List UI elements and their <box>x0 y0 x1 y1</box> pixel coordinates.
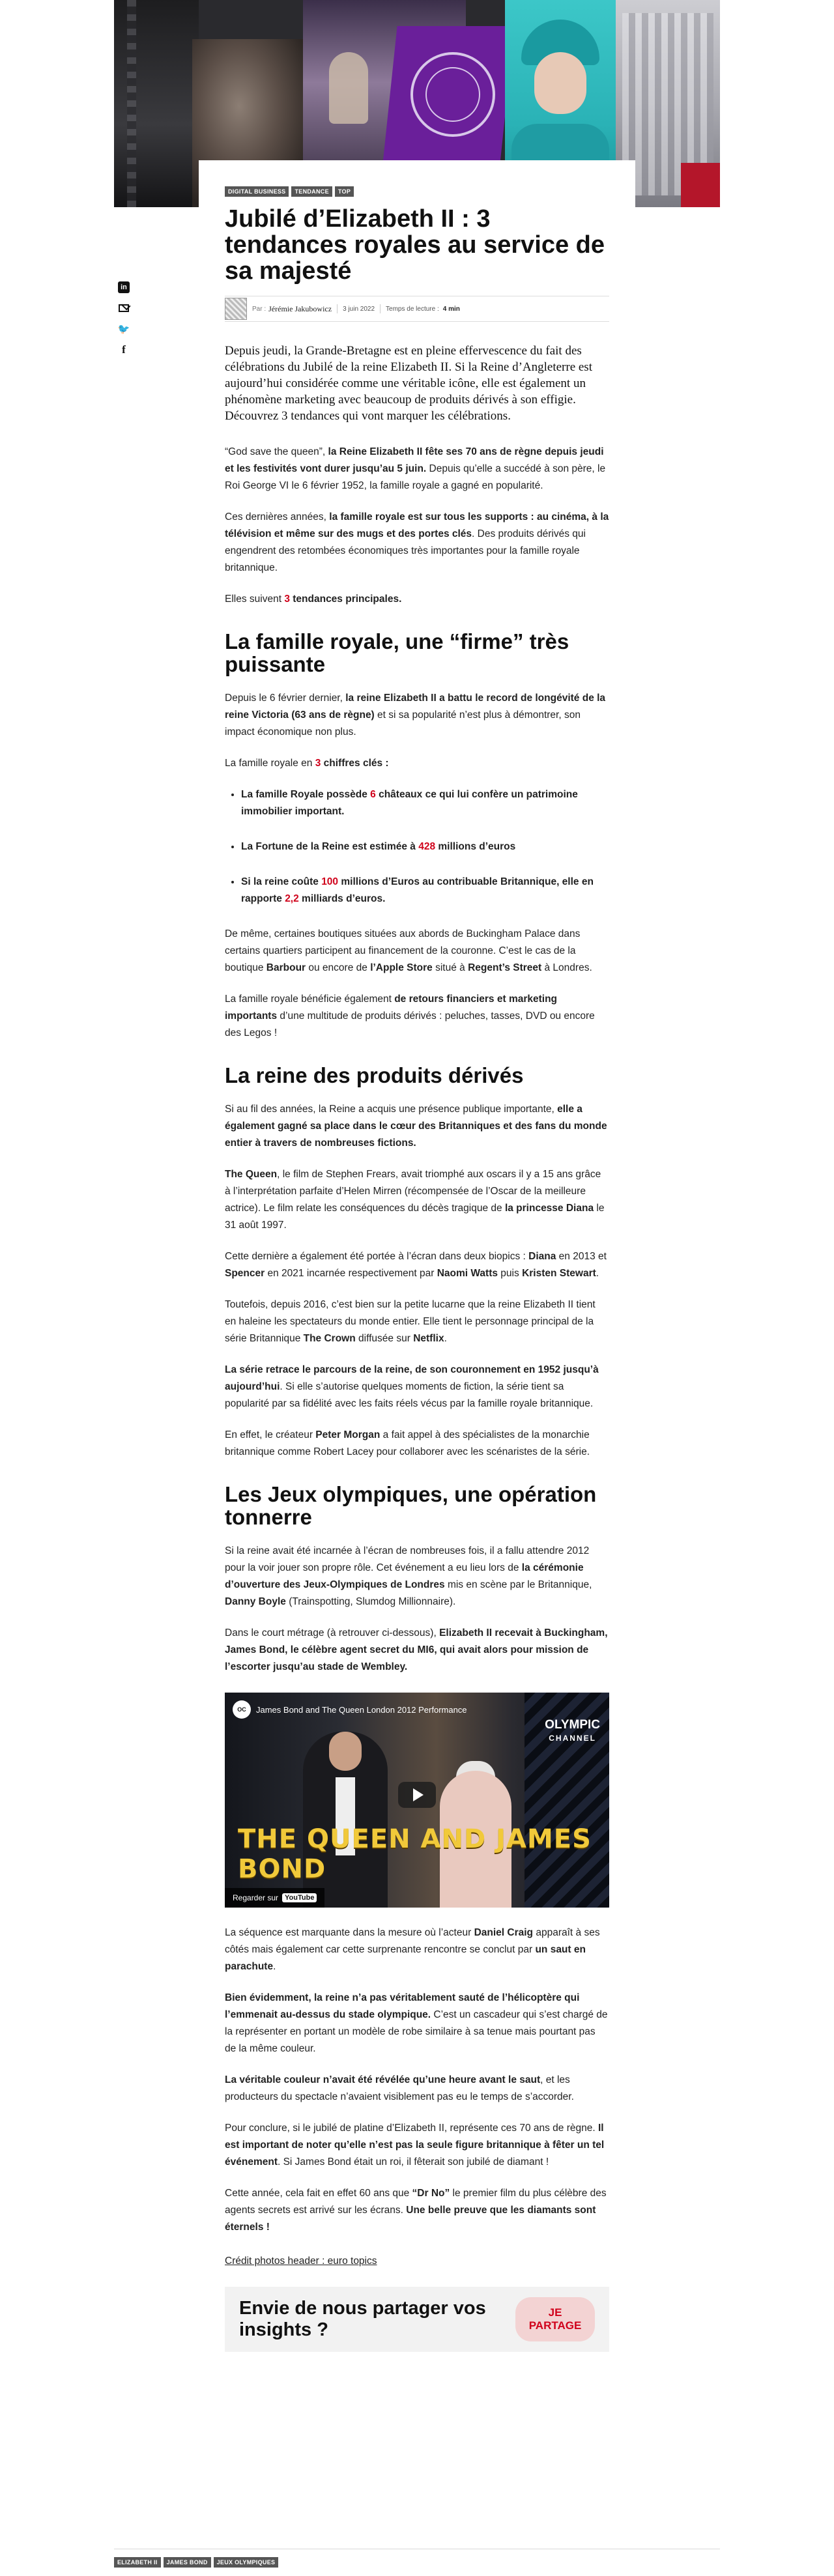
tag-elizabeth-ii[interactable]: ELIZABETH II <box>114 2557 161 2568</box>
paragraph: Si la reine avait été incarnée à l’écran de nombreuses fois, il a fallu attendre 2012 pour la voir jouer son propre rôle. Cet événement a eu lieu lors de la cérémonie d’ouverture des Jeux-Olympiques de Londres mis en scène par le Britannique, Danny Boyle (Trainspotting, Slumdog Millionnaire). <box>225 1545 592 1607</box>
paragraph: The Queen, le film de Stephen Frears, avait triomphé aux oscars il y a 15 ans grâce à l’interprétation parfaite d’Helen Mirren (récompensée de l’Oscar de la meilleure actrice). Le film relate les conséquences du décès tragique de la princesse Diana le 31 août 1997. <box>225 1169 605 1231</box>
video-header <box>233 1700 467 1719</box>
paragraph: Si au fil des années, la Reine a acquis une présence publique importante, elle a également gagné sa place dans le cœur des Britanniques et des fans du monde entier à travers de nombreuses fictions. <box>225 1104 607 1149</box>
paragraph: “God save the queen”, la Reine Elizabeth II fête ses 70 ans de règne depuis jeudi et les festivités vont durer jusqu’au 5 juin. Depuis qu’elle a succédé à son père, le Roi George VI le 6 février 1952, la famille royale a gagné en popularité. <box>225 446 606 491</box>
photo-credit-link[interactable]: Crédit photos header : euro topics <box>225 2255 377 2267</box>
paragraph: Bien évidemment, la reine n’a pas véritablement sauté de l’hélicoptère qui l’emmenait au-dessus du stade olympique. C’est un cascadeur qui s’est chargé de la représenter en portant un modèle de robe similaire à sa tenue mais pourtant pas de la même couleur. <box>225 1992 608 2054</box>
top-tags <box>225 186 609 197</box>
byline: Par : Jérémie Jakubowicz 3 juin 2022 Temps de lecture : 4 min <box>225 296 609 322</box>
reading-time: 4 min <box>442 305 460 313</box>
share-rail <box>117 281 130 356</box>
tag-top[interactable]: TOP <box>335 186 354 197</box>
facebook-icon[interactable]: f <box>122 343 126 356</box>
tag-digital-business[interactable]: DIGITAL BUSINESS <box>225 186 289 197</box>
reading-time-label: Temps de lecture : <box>386 305 439 313</box>
paragraph: Toutefois, depuis 2016, c’est bien sur la petite lucarne que la reine Elizabeth II tient en haleine les spectateurs du monde entier. Elle tient le personnage principal de la série Britannique The Crown diffusée sur Netflix. <box>225 1299 596 1344</box>
olympic-channel-logo: OLYMPIC CHANNEL <box>545 1718 600 1743</box>
tag-tendance[interactable]: TENDANCE <box>291 186 332 197</box>
tag-james-bond[interactable]: JAMES BOND <box>164 2557 211 2568</box>
email-icon <box>119 304 129 312</box>
paragraph: La série retrace le parcours de la reine, de son couronnement en 1952 jusqu’à aujourd’hui. Si elle s’autorise quelques moments de fiction, la série tient sa popularité par sa fidélité avec les faits réels vécus par la famille royale britannique. <box>225 1364 599 1409</box>
twitter-icon[interactable]: 🐦 <box>117 324 130 335</box>
paragraph: La famille royale en 3 chiffres clés : <box>225 758 389 769</box>
list-item: • La famille Royale possède 6 châteaux ce qui lui confère un patrimoine immobilier important. <box>241 786 609 820</box>
paragraph: Cette dernière a également été portée à l’écran dans deux biopics : Diana en 2013 et Spencer en 2021 incarnée respectivement par Naomi Watts puis Kristen Stewart. <box>225 1251 607 1279</box>
channel-logo-icon[interactable]: OC <box>233 1700 251 1719</box>
watch-on-youtube-button[interactable]: Regarder sur YouTube <box>225 1888 324 1908</box>
paragraph: La famille royale bénéficie également de retours financiers et marketing importants d’une multitude de produits dérivés : peluches, tasses, DVD ou encore des Legos ! <box>225 994 595 1038</box>
article-lead: Depuis jeudi, la Grande-Bretagne est en pleine effervescence du fait des célébrations du Jubilé de la reine Elizabeth II. Si la Reine d’Angleterre est aujourd’hui considérée comme une véritable icône, elle est également un phénomène marketing avec beaucoup de produits dérivés à son effigie. Découvrez 3 tendances qui vont marquer les célébrations. <box>225 344 592 423</box>
tag-jeux-olympiques[interactable]: JEUX OLYMPIQUES <box>214 2557 279 2568</box>
video-embed[interactable] <box>225 1693 609 1908</box>
article-card <box>199 160 635 2506</box>
publish-date: 3 juin 2022 <box>343 305 375 313</box>
paragraph: Depuis le 6 février dernier, la reine Elizabeth II a battu le record de longévité de la reine Victoria (63 ans de règne) et si sa popularité n’est plus à démontrer, son impact économique non plus. <box>225 693 606 737</box>
list-item: • La Fortune de la Reine est estimée à 428 millions d’euros <box>241 838 609 855</box>
paragraph: De même, certaines boutiques situées aux abords de Buckingham Palace dans certains quartiers participent au financement de la couronne. C’est le cas de la boutique Barbour ou encore de l’Apple Store situé à Regent’s Street à Londres. <box>225 928 592 973</box>
section-heading-produits: La reine des produits dérivés <box>225 1063 524 1087</box>
paragraph: Ces dernières années, la famille royale est sur tous les supports : au cinéma, à la télévision et même sur des mugs et des portes clés. Des produits dérivés qui engendrent des retombées économiques très importantes pour la famille royale britannique. <box>225 511 609 573</box>
video-title[interactable]: James Bond and The Queen London 2012 Performance <box>256 1704 467 1715</box>
article-title: Jubilé d’Elizabeth II : 3 tendances royales au service de sa majesté <box>225 205 605 285</box>
article-content <box>225 186 609 2352</box>
author-name[interactable]: Jérémie Jakubowicz <box>268 304 332 313</box>
email-share-button[interactable] <box>118 302 130 314</box>
paragraph: Elles suivent 3 tendances principales. <box>225 594 402 605</box>
youtube-icon: YouTube <box>282 1893 317 1902</box>
paragraph: Pour conclure, si le jubilé de platine d’Elizabeth II, représente ces 70 ans de règne. Il est important de noter qu’elle n’est pas la seule figure britannique à fêter un tel événement. Si James Bond était un roi, il fêterait son jubilé de diamant ! <box>225 2123 605 2168</box>
paragraph: La véritable couleur n’avait été révélée qu’une heure avant le saut, et les producteurs du spectacle n’avaient visiblement pas eu le temps de s’accorder. <box>225 2074 574 2102</box>
linkedin-icon[interactable]: in <box>118 281 130 293</box>
share-insights-cta <box>225 2287 609 2352</box>
paragraph: La séquence est marquante dans la mesure où l’acteur Daniel Craig apparaît à ses côtés mais également car cette surprenante rencontre se conclut par un saut en parachute. <box>225 1927 600 1972</box>
key-figures-list <box>225 786 609 908</box>
jubilee-emblem <box>410 52 495 137</box>
paragraph: Cette année, cela fait en effet 60 ans que “Dr No” le premier film du plus célèbre des agents secrets est arrivé sur les écrans. Une belle preuve que les diamants sont éternels ! <box>225 2188 607 2233</box>
cta-text: Envie de nous partager vos insights ? <box>239 2298 486 2340</box>
je-partage-button[interactable]: JE PARTAGE <box>515 2297 595 2341</box>
section-heading-firme: La famille royale, une “firme” très puissante <box>225 629 569 676</box>
list-item: • Si la reine coûte 100 millions d’Euros au contribuable Britannique, elle en rapporte 2,2 milliards d’euros. <box>241 874 609 908</box>
play-button[interactable] <box>398 1782 436 1808</box>
paragraph: En effet, le créateur Peter Morgan a fait appel à des spécialistes de la monarchie britannique comme Robert Lacey pour collaborer avec les scénaristes de la série. <box>225 1429 590 1457</box>
paragraph: Dans le court métrage (à retrouver ci-dessous), Elizabeth II recevait à Buckingham, James Bond, le célèbre agent secret du MI6, qui avait alors pour mission de l’escorter jusqu’au stade de Wembley. <box>225 1627 608 1672</box>
video-overlay-title: THE QUEEN AND JAMES BOND <box>238 1824 592 1884</box>
author-avatar <box>225 298 247 320</box>
bottom-tags <box>114 2557 278 2568</box>
section-heading-jeux: Les Jeux olympiques, une opération tonnerre <box>225 1482 597 1529</box>
